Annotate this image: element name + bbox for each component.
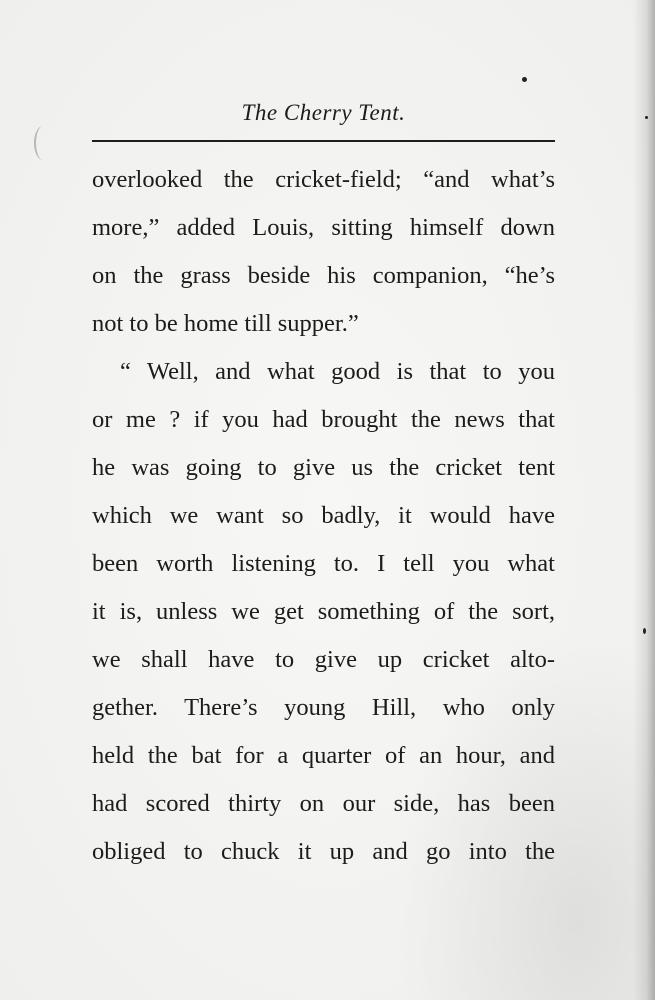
text-line: held the bat for a quarter of an hour, and	[92, 742, 555, 769]
text-line: on the grass beside his companion, “he’s	[92, 262, 555, 289]
text-line: it is, unless we get something of the sort,	[92, 598, 555, 625]
text-line: gether. There’s young Hill, who only	[92, 694, 555, 721]
text-line: overlooked the cricket-field; “and what’s	[92, 166, 555, 193]
text-line: obliged to chuck it up and go into the	[92, 838, 555, 865]
text-line: been worth listening to. I tell you what	[92, 550, 555, 577]
running-head: The Cherry Tent.	[241, 100, 406, 125]
text-line: had scored thirty on our side, has been	[92, 790, 555, 817]
text-line: he was going to give us the cricket tent	[92, 454, 555, 481]
text-line: not to be home till supper.”	[92, 310, 359, 337]
body-text	[92, 156, 555, 876]
ink-speck	[522, 77, 527, 82]
header-rule	[92, 140, 555, 142]
page-edge-shadow	[633, 0, 655, 1000]
text-line: which we want so badly, it would have	[92, 502, 555, 529]
left-margin-mark	[34, 126, 52, 160]
text-line: “ Well, and what good is that to you	[120, 358, 555, 385]
text-line: or me ? if you had brought the news that	[92, 406, 555, 433]
text-line: more,” added Louis, sitting himself down	[92, 214, 555, 241]
ink-speck	[645, 116, 648, 119]
ink-speck	[643, 628, 646, 634]
text-line: we shall have to give up cricket alto-	[92, 646, 555, 673]
